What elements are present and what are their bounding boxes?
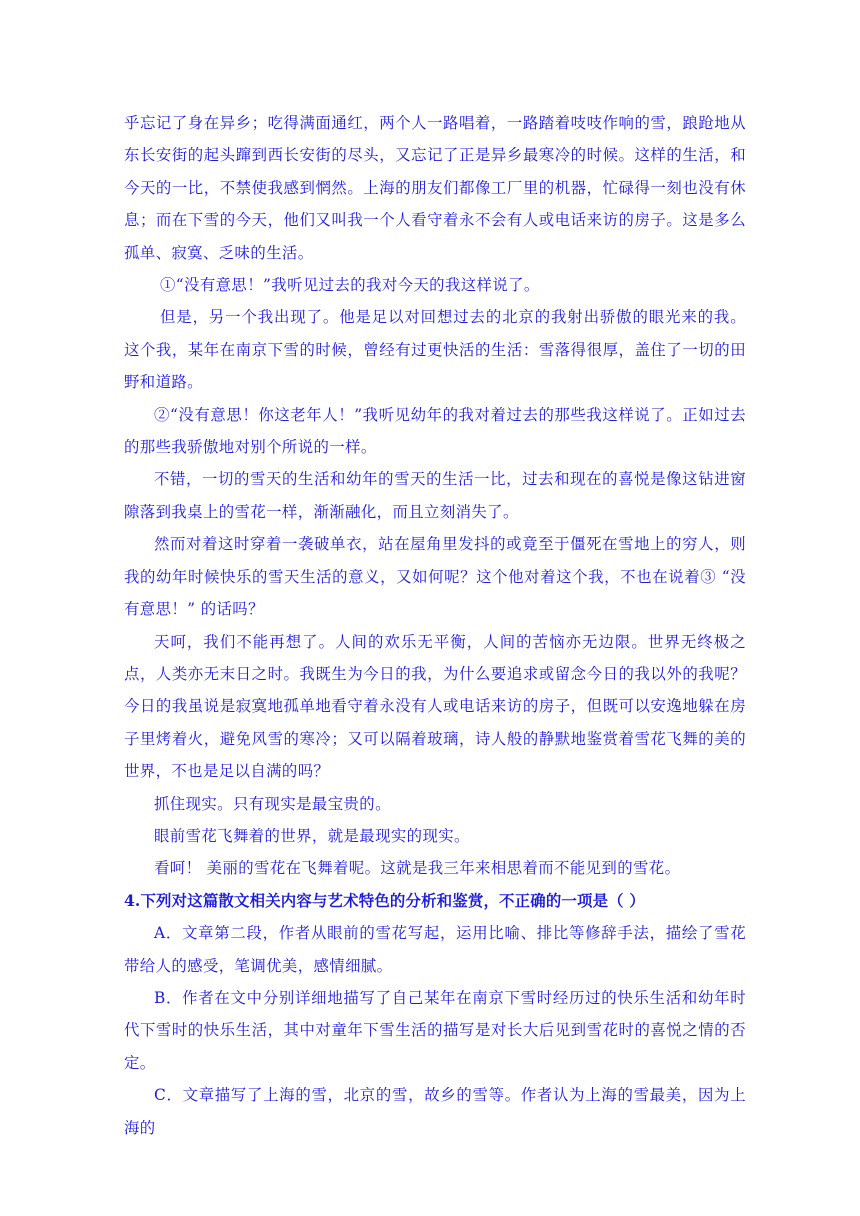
passage-paragraph-7: 天呵，我们不能再想了。人间的欢乐无平衡，人间的苦恼亦无边限。世界无终极之点，人类亦无末日之时。我既生为今日的我，为什么要追求或留念今日的我以外的我呢？今日的我虽说是寂寞地孤单地看守着永没有人或电话来访的房子，但既可以安逸地躲在房子里烤着火，避免风雪的寒冷；又可以隔着玻璃，诗人般的静默地鉴赏着雪花飞舞的美的世界，不也是足以自满的吗？ (124, 632, 746, 781)
passage-paragraph-3: 但是，另一个我出现了。他是足以对回想过去的北京的我射出骄傲的眼光来的我。 这个我，某年在南京下雪的时候，曾经有过更快活的生活：雪落得很厚，盖住了一切的田野和道路。 (124, 308, 746, 392)
question-stem: 4.下列对这篇散文相关内容与艺术特色的分析和鉴赏，不正确的一项是（ ） (124, 891, 645, 910)
passage-paragraph-1: 乎忘记了身在异乡；吃得满面通红，两个人一路唱着，一路踏着吱吱作响的雪，踉跄地从东长安街的起头蹿到西长安街的尽头，又忘记了正是异乡最寒冷的时候。这样的生活，和今天的一比，不禁使我感到惘然。上海的朋友们都像工厂里的机器，忙碌得一刻也没有休息；而在下雪的今天，他们又叫我一个人看守着永不会有人或电话来访的房子。这是多么孤单、寂寞、乏味的生活。 (124, 114, 746, 262)
option-a: A．文章第二段，作者从眼前的雪花写起，运用比喻、排比等修辞手法，描绘了雪花带给人的感受，笔调优美，感情细腻。 (124, 924, 746, 975)
document-page (124, 107, 746, 1144)
passage-paragraph-10: 看呵！ 美丽的雪花在飞舞着呢。这就是我三年来相思着而不能见到的雪花。 (154, 859, 681, 878)
passage-paragraph-5: 不错，一切的雪天的生活和幼年的雪天的生活一比，过去和现在的喜悦是像这钻进窗隙落到我桌上的雪花一样，渐渐融化，而且立刻消失了。 (124, 470, 746, 521)
passage-paragraph-6: 然而对着这时穿着一袭破单衣，站在屋角里发抖的或竟至于僵死在雪地上的穷人，则我的幼年时候快乐的雪天生活的意义，又如何呢？这个他对着这个我，不也在说着③ “没有意思！” 的话吗？ (124, 535, 746, 619)
passage-paragraph-8: 抓住现实。只有现实是最宝贵的。 (154, 794, 391, 813)
passage-paragraph-4: ②“没有意思！你这老年人！”我听见幼年的我对着过去的那些我这样说了。正如过去的那些我骄傲地对别个所说的一样。 (124, 405, 746, 457)
option-c: C．文章描写了上海的雪，北京的雪，故乡的雪等。作者认为上海的雪最美，因为上海的 (124, 1086, 746, 1137)
passage-paragraph-9: 眼前雪花飞舞着的世界，就是最现实的现实。 (154, 826, 470, 845)
option-b: B．作者在文中分别详细地描写了自己某年在南京下雪时经历过的快乐生活和幼年时代下雪时的快乐生活，其中对童年下雪生活的描写是对长大后见到雪花时的喜悦之情的否定。 (124, 988, 746, 1072)
passage-paragraph-2: ①“没有意思！”我听见过去的我对今天的我这样说了。 (160, 276, 540, 295)
